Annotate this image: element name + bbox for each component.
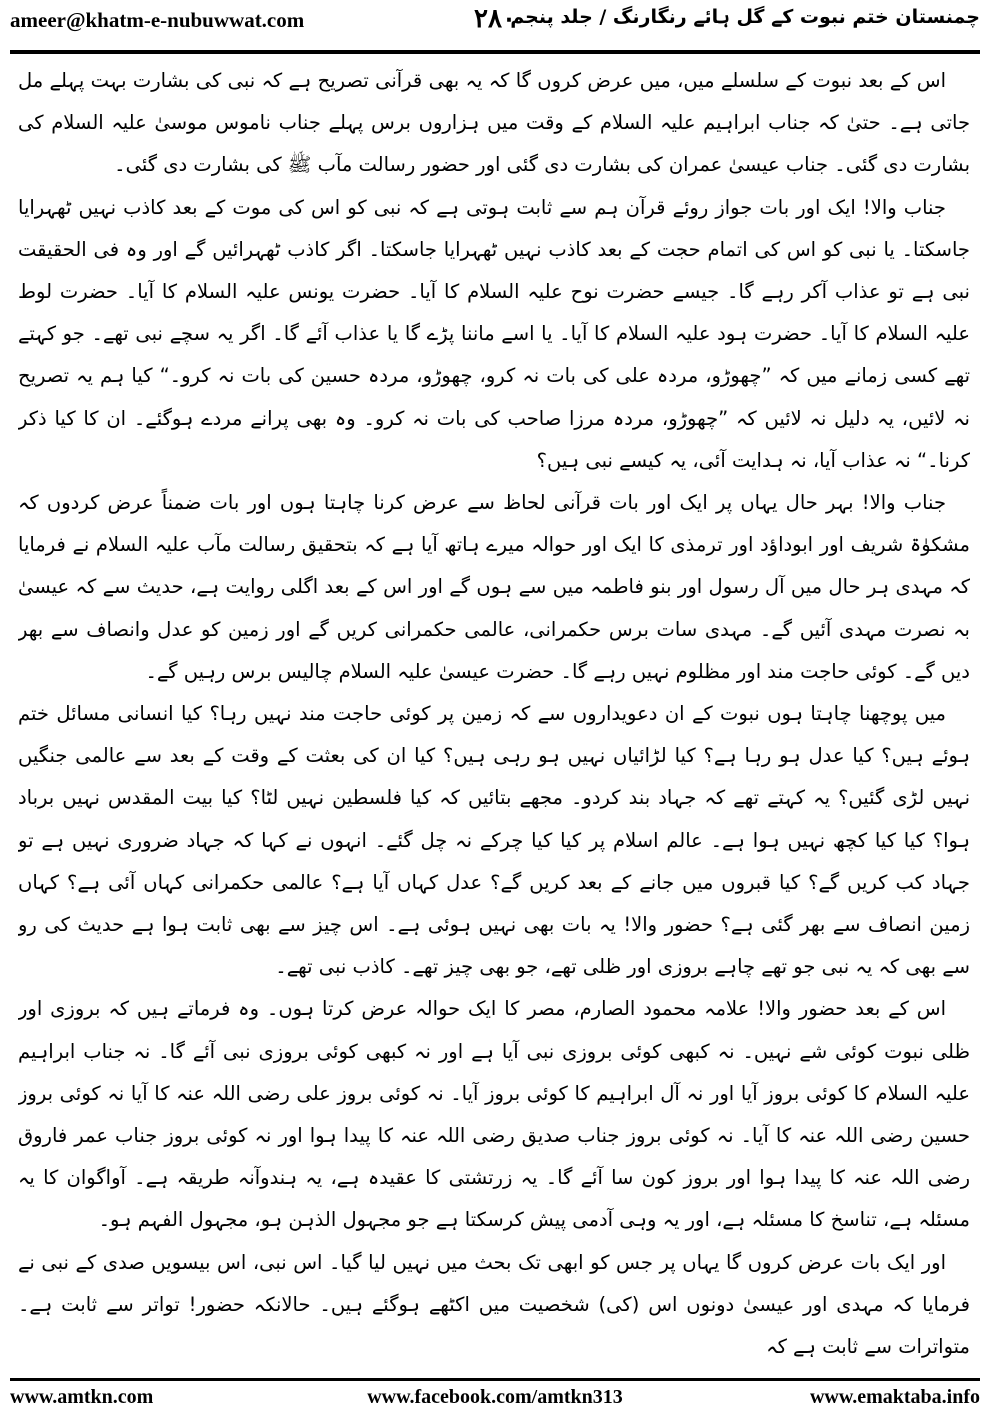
- paragraph: جناب والا! ایک اور بات جواز روئے قرآن ہم سے ثابت ہوتی ہے کہ نبی کو اس کی موت کے بعد کاذب نہیں ٹھہرایا جاسکتا۔ یا نبی کو اس کی اتمام حجت کے بعد کاذب نہیں ٹھہرایا جاسکتا۔ اگر کاذب ٹھہرائیں گے اور وہ فی الحقیقت نبی ہے تو عذاب آکر رہے گا۔ جیسے حضرت نوح علیہ السلام کا آیا۔ حضرت یونس علیہ السلام کا آیا۔ حضرت لوط علیہ السلام کا آیا۔ حضرت ہود علیہ السلام کا آیا۔ یا اسے ماننا پڑے گا یا عذاب آئے گا۔ اگر یہ سچے نبی تھے۔ جو کہتے تھے کسی زمانے میں کہ ”چھوڑو، مردہ علی کی بات نہ کرو، چھوڑو، مردہ حسین کی بات نہ کرو۔“ کیا ہم یہ تصریح نہ لائیں، یہ دلیل نہ لائیں کہ ”چھوڑو، مردہ مرزا صاحب کی بات نہ کرو۔ وہ بھی پرانے مردے ہوگئے۔ ان کا کیا ذکر کرنا۔“ نہ عذاب آیا، نہ ہدایت آئی، یہ کیسے نبی ہیں؟: [18, 195, 970, 472]
- footer-link-emaktaba[interactable]: www.emaktaba.info: [809, 1386, 980, 1408]
- paragraph: اس کے بعد حضور والا! علامہ محمود الصارم، مصر کا ایک حوالہ عرض کرتا ہوں۔ وہ فرماتے ہیں کہ بروزی اور ظلی نبوت کوئی شے نہیں۔ نہ کبھی کوئی بروزی نبی آیا ہے اور نہ کبھی کوئی بروزی نبی آئے گا۔ نہ جناب ابراہیم علیہ السلام کا کوئی بروز آیا اور نہ آل ابراہیم کا کوئی بروز آیا۔ نہ کوئی بروز علی رضی اللہ عنہ کا آیا نہ کوئی بروز حسین رضی اللہ عنہ کا آیا۔ نہ کوئی بروز جناب صدیق رضی اللہ عنہ کا پیدا ہوا اور نہ کوئی بروز جناب عمر فاروق رضی اللہ عنہ کا پیدا ہوا اور بروز کون سا آئے گا۔ یہ زرتشتی کا عقیدہ ہے، یہ ہندوآنہ طریقہ ہے۔ آواگوان کا یہ مسئلہ ہے، تناسخ کا مسئلہ ہے، اور یہ وہی آدمی پیش کرسکتا ہے جو مجہول الذہن ہو، مجہول الفہم ہو۔: [18, 997, 970, 1232]
- paragraph: جناب والا! بہر حال یہاں پر ایک اور بات قرآنی لحاظ سے عرض کرنا چاہتا ہوں اور بات ضمناً عرض کردوں کہ مشکوٰۃ شریف اور ابوداؤد اور ترمذی کا ایک اور حوالہ میرے ہاتھ آیا ہے کہ بتحقیق رسالت مآب علیہ السلام نے فرمایا کہ مہدی ہر حال میں آل رسول اور بنو فاطمہ میں سے ہوں گے اور اس کے بعد اگلی روایت ہے، حدیث سے کہ عیسیٰ بہ نصرت مہدی آئیں گے۔ مہدی سات برس حکمرانی، عالمی حکمرانی کریں گے اور زمین کو عدل وانصاف سے بھر دیں گے۔ کوئی حاجت مند اور مظلوم نہیں رہے گا۔ حضرت عیسیٰ علیہ السلام چالیس برس رہیں گے۔: [18, 491, 970, 683]
- header-email: ameer@khatm-e-nubuwwat.com: [10, 8, 305, 32]
- footer-link-amtkn[interactable]: www.amtkn.com: [10, 1386, 154, 1408]
- header-divider: [10, 50, 980, 54]
- book-title: چمنستان ختم نبوت کے گل ہائے رنگارنگ / جلد پنجم: [510, 6, 980, 28]
- paragraph: اس کے بعد نبوت کے سلسلے میں، میں عرض کروں گا کہ یہ بھی قرآنی تصریح ہے کہ نبی کی بشارت بہت پہلے مل جاتی ہے۔ حتیٰ کہ جناب ابراہیم علیہ السلام کے وقت میں ہزاروں برس پہلے جناب ناموس موسیٰ علیہ السلام کی بشارت دی گئی۔ جناب عیسیٰ عمران کی بشارت دی گئی اور حضور رسالت مآب ﷺ کی بشارت دی گئی۔: [18, 69, 970, 177]
- paragraph: میں پوچھنا چاہتا ہوں نبوت کے ان دعویداروں سے کہ زمین پر کوئی حاجت مند نہیں رہا؟ کیا انسانی مسائل ختم ہوئے ہیں؟ کیا عدل ہو رہا ہے؟ کیا لڑائیاں نہیں ہو رہی ہیں؟ کیا ان کی بعثت کے وقت کے بعد سے عالمی جنگیں نہیں لڑی گئیں؟ یہ کہتے تھے کہ جہاد بند کردو۔ مجھے بتائیں کہ کیا فلسطین نہیں لٹا؟ کیا بیت المقدس نہیں برباد ہوا؟ کیا کیا کچھ نہیں ہوا ہے۔ عالم اسلام پر کیا کیا چرکے نہ چل گئے۔ انہوں نے کہا کہ جہاد ضروری نہیں ہے تو جہاد کب کریں گے؟ کیا قبروں میں جانے کے بعد کریں گے؟ عدل کہاں آیا ہے؟ عالمی حکمرانی کہاں آئی ہے؟ کہاں زمین انصاف سے بھر گئی ہے؟ حضور والا! یہ بات بھی نہیں ہوئی ہے۔ اس چیز سے بھی ثابت ہوا ہے حدیث کی رو سے بھی کہ یہ نبی جو تھے چاہے بروزی اور ظلی تھے، جو بھی چیز تھے۔ کاذب نبی تھے۔: [18, 702, 970, 979]
- page-footer: [10, 1384, 980, 1414]
- page-header: [10, 0, 980, 48]
- page-number: ۲۸۰: [474, 4, 516, 34]
- paragraph: اور ایک بات عرض کروں گا یہاں پر جس کو ابھی تک بحث میں نہیں لیا گیا۔ اس نبی، اس بیسویں صدی کے نبی نے فرمایا کہ مہدی اور عیسیٰ دونوں اس (کی) شخصیت میں اکٹھے ہوگئے ہیں۔ حالانکہ حضور! تواتر سے ثابت ہے۔ متواترات سے ثابت ہے کہ: [18, 1250, 970, 1359]
- body-text: [18, 60, 970, 1370]
- footer-divider: [10, 1378, 980, 1381]
- footer-link-facebook[interactable]: www.facebook.com/amtkn313: [367, 1386, 623, 1408]
